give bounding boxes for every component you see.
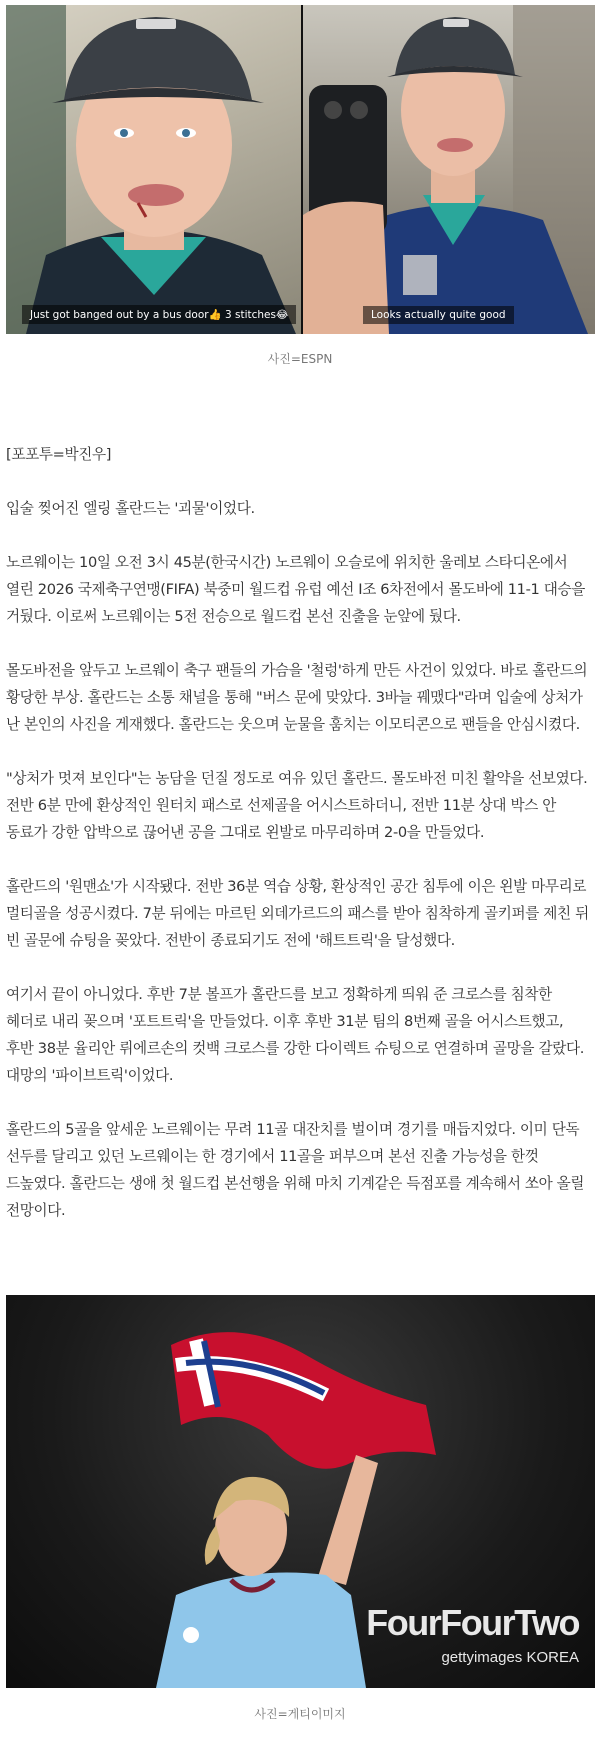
article-paragraph: 홀란드의 5골을 앞세운 노르웨이는 무려 11골 대잔치를 벌이며 경기를 매듭지었다. 이미 단독 선두를 달리고 있던 노르웨이는 한 경기에서 11골을 퍼부으며 본선 진출 가능성을 한껏 드높였다. 홀란드는 생애 첫 월드컵 본선행을 위해 마치 기계같은 득점포를 계속해서 쏘아 올릴 전망이다. — [6, 1121, 585, 1219]
selfie-left — [6, 5, 301, 334]
brand-wordmark: FourFourTwo — [366, 1602, 579, 1643]
snap-caption-left: Just got banged out by a bus door👍 3 stitches😂 — [22, 305, 296, 324]
article-paragraph: 노르웨이는 10일 오전 3시 45분(한국시간) 노르웨이 오슬로에 위치한 울레보 스타디온에서 열린 2026 국제축구연맹(FIFA) 북중미 월드컵 유럽 예선 I조 6차전에서 몰도바에 11-1 대승을 거뒀다. 이로써 노르웨이는 5전 전승으로 월드컵 본선 진출을 눈앞에 뒀다. — [6, 554, 585, 625]
selfie-right — [303, 5, 595, 334]
bottom-photo — [6, 1295, 595, 1688]
article-paragraph: 몰도바전을 앞두고 노르웨이 축구 팬들의 가슴을 '철렁'하게 만든 사건이 있었다. 바로 홀란드의 황당한 부상. 홀란드는 소통 채널을 통해 "버스 문에 맞았다. 3바늘 꿰맸다"라며 입술에 상처가 난 본인의 사진을 게재했다. 홀란드는 웃으며 눈물을 훔치는 이모티콘으로 팬들을 안심시켰다. — [6, 662, 588, 733]
article-body — [6, 441, 595, 1251]
article-paragraph: 여기서 끝이 아니었다. 후반 7분 볼프가 홀란드를 보고 정확하게 띄워 준 크로스를 침착한 헤더로 내리 꽂으며 '포트트릭'을 만들었다. 이후 후반 31분 팀의 8번째 골을 어시스트했고, 후반 38분 율리안 뤼에르손의 컷백 크로스를 강한 다이렉트 슈팅으로 연결하며 골망을 갈랐다. 대망의 '파이브트릭'이었다. — [6, 986, 585, 1084]
article-paragraph: 입술 찢어진 엘링 홀란드는 '괴물'이었다. — [6, 500, 255, 517]
selfie-right-illustration — [303, 5, 595, 334]
article-paragraph: 홀란드의 '원맨쇼'가 시작됐다. 전반 36분 역습 상황, 환상적인 공간 침투에 이은 왼발 마무리로 멀티골을 성공시켰다. 7분 뒤에는 마르틴 외데가르드의 패스를 받아 침착하게 골키퍼를 제친 뒤 빈 골문에 슈팅을 꽂았다. 전반이 종료되기도 전에 '해트트릭'을 달성했다. — [6, 878, 589, 949]
getty-watermark: gettyimages KOREA — [441, 1649, 579, 1666]
top-photo — [6, 5, 595, 334]
snap-caption-right: Looks actually quite good — [363, 306, 514, 324]
photo-credit-espn: 사진=ESPN — [267, 352, 333, 366]
article-byline: [포포투=박진우] — [6, 446, 112, 463]
photo-credit-getty: 사진=게티이미지 — [254, 1707, 346, 1721]
article-paragraph: "상처가 멋져 보인다"는 농담을 던질 정도로 여유 있던 홀란드. 몰도바전 미친 활약을 선보였다. 전반 6분 만에 환상적인 원터치 패스로 선제골을 어시스트하더니, 전반 11분 상대 박스 안 동료가 강한 압박으로 끊어낸 공을 그대로 왼발로 마무리하며 2-0을 만들었다. — [6, 770, 588, 841]
selfie-left-illustration — [6, 5, 301, 334]
